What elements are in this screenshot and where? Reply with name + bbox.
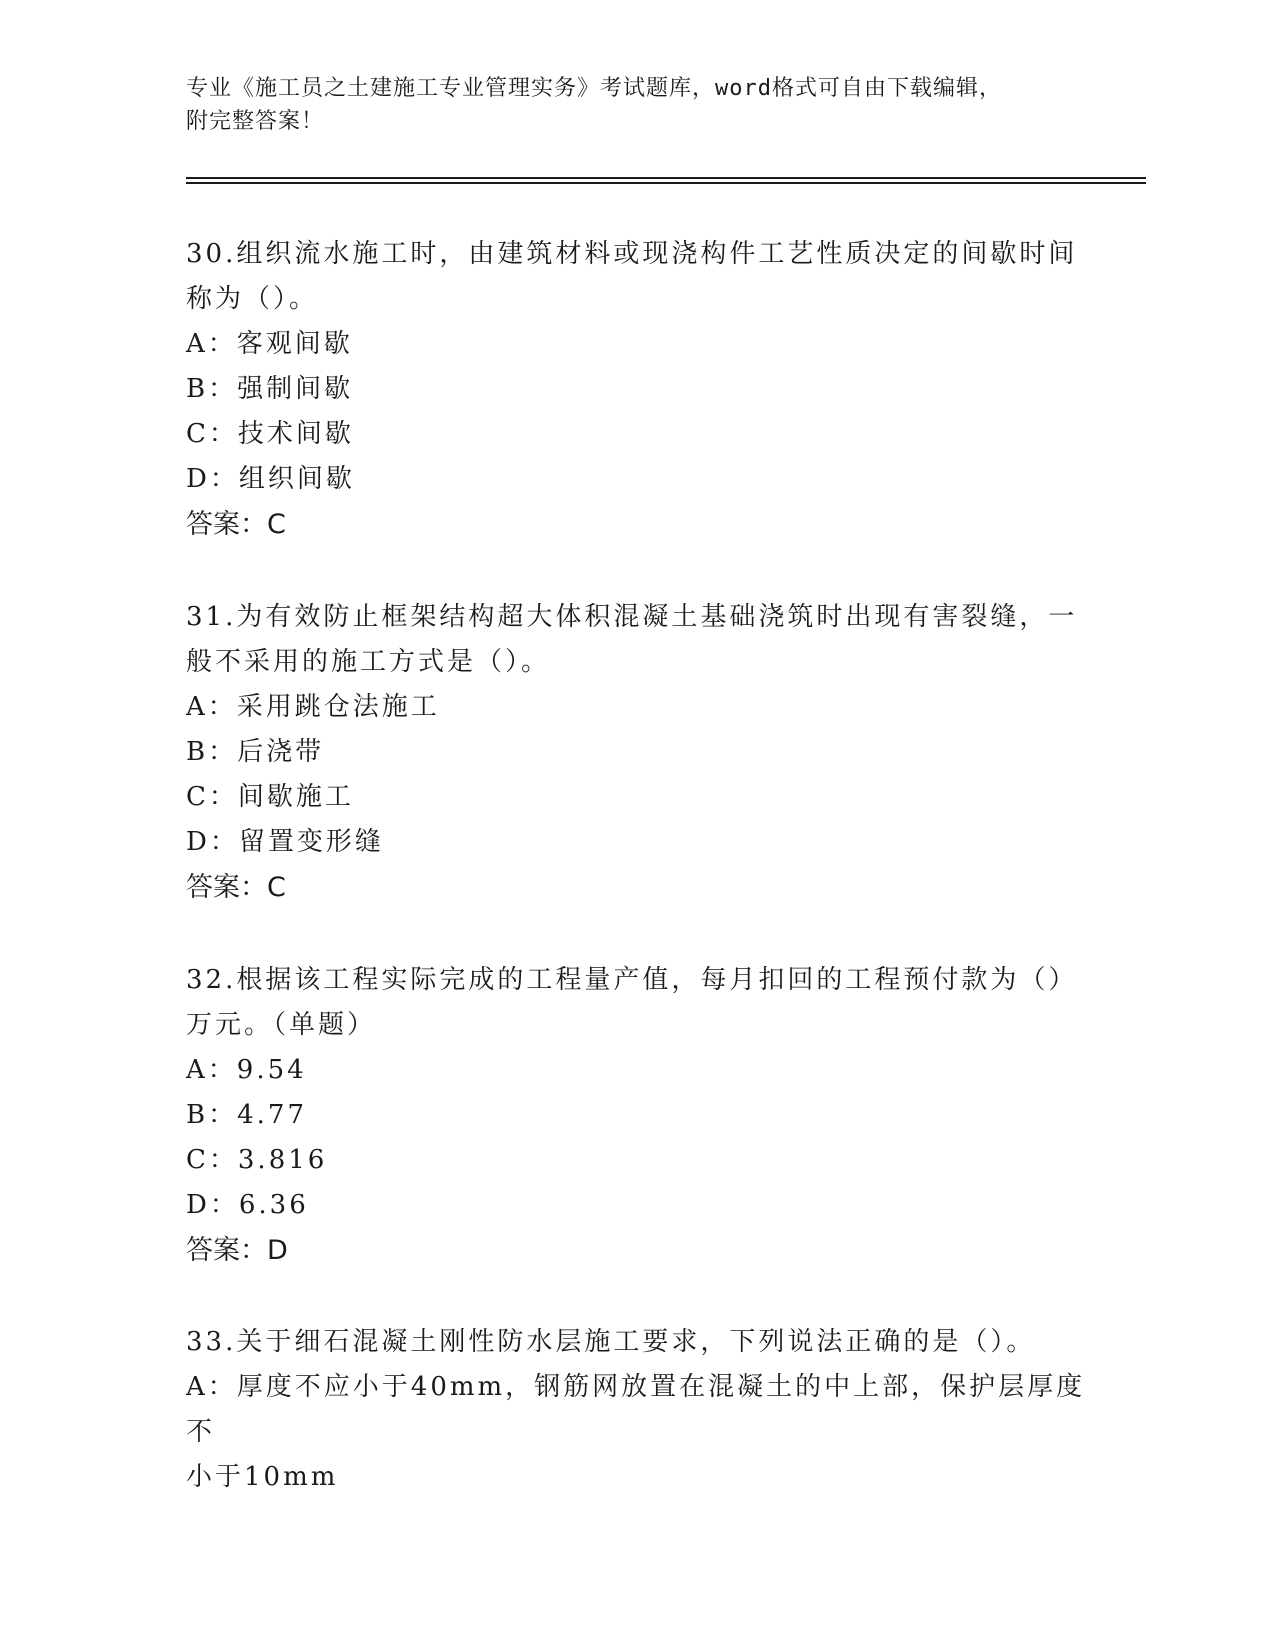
option-a: A：厚度不应小于40mm，钢筋网放置在混凝土的中上部，保护层厚度不 [186,1372,1086,1447]
question-text: 31.为有效防止框架结构超大体积混凝土基础浇筑时出现有害裂缝，一 [186,602,1078,632]
option-c: C：间歇施工 [186,782,354,812]
header-line-1: 专业《施工员之土建施工专业管理实务》考试题库，word格式可自由下载编辑， [186,76,1002,101]
header-divider-bottom [186,182,1146,184]
option-d: D：6.36 [186,1190,309,1220]
answer: 答案：C [186,872,286,903]
question-32 [186,958,1086,1273]
option-a: A：采用跳仓法施工 [186,692,440,722]
option-a: A：9.54 [186,1055,307,1085]
question-text-continued: 称为（）。 [186,284,319,314]
question-text-continued: 般不采用的施工方式是（）。 [186,647,551,677]
option-b: B：后浇带 [186,737,325,767]
answer: 答案：D [186,1235,288,1266]
header-divider-top [186,177,1146,179]
question-33 [186,1320,1086,1500]
question-30 [186,232,1086,547]
question-text: 33.关于细石混凝土刚性防水层施工要求，下列说法正确的是（）。 [186,1327,1036,1357]
option-d: D：组织间歇 [186,464,355,494]
answer: 答案：C [186,509,286,540]
option-a-continued: 小于10mm [186,1462,339,1492]
option-a: A：客观间歇 [186,329,353,359]
question-text-continued: 万元。（单题） [186,1010,377,1040]
question-31 [186,595,1086,910]
option-b: B：强制间歇 [186,374,354,404]
option-b: B：4.77 [186,1100,307,1130]
option-c: C：3.816 [186,1145,328,1175]
document-header [186,72,1086,138]
question-text: 30.组织流水施工时，由建筑材料或现浇构件工艺性质决定的间歇时间 [186,239,1078,269]
question-text: 32.根据该工程实际完成的工程量产值，每月扣回的工程预付款为（） [186,965,1078,995]
option-d: D：留置变形缝 [186,827,384,857]
option-c: C：技术间歇 [186,419,354,449]
header-line-2: 附完整答案！ [186,109,325,134]
